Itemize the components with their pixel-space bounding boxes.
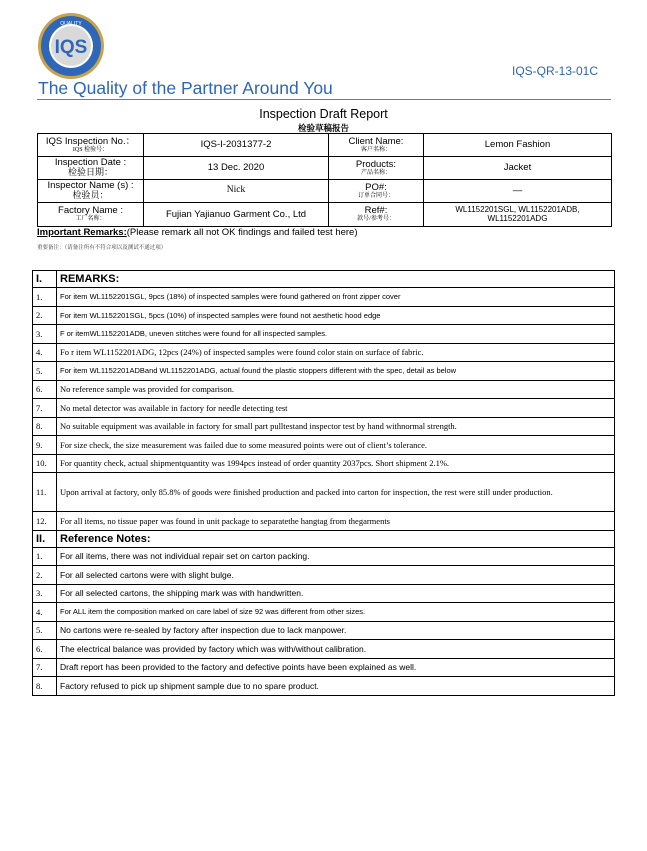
remarks-row: [33, 399, 615, 418]
po-label: PO#: 订单合同号：: [329, 180, 424, 203]
remarks-section-title: REMARKS:: [57, 271, 615, 288]
products-value: Jacket: [424, 157, 612, 180]
remarks-row: [33, 454, 615, 473]
remarks-row: [33, 436, 615, 455]
reference-row: [33, 547, 615, 566]
important-remarks: [37, 227, 358, 238]
header-divider: [37, 99, 611, 100]
important-remarks-label: Important Remarks:: [37, 227, 127, 238]
ref-value: WL1152201SGL, WL1152201ADB, WL1152201ADG: [424, 203, 612, 227]
client-label: Client Name: 客户名称：: [329, 134, 424, 157]
remarks-row-text: Fo r item WL1152201ADG, 12pcs (24%) of inspected samples were found color stain on surface of fabric.: [57, 343, 615, 362]
remarks-section-header: [33, 271, 615, 288]
reference-row: [33, 603, 615, 622]
remarks-row-text: For item WL1152201SGL, 9pcs (18%) of inspected samples were found gathered on front zipper cover: [57, 288, 615, 307]
reference-row-text: For all selected cartons were with slight bulge.: [57, 566, 615, 585]
reference-row-text: For all selected cartons, the shipping mark was with handwritten.: [57, 584, 615, 603]
remarks-row-number: 11.: [33, 473, 57, 512]
reference-section-number: II.: [33, 530, 57, 547]
iqs-logo: [37, 12, 105, 80]
inspector-value: Nick: [144, 180, 329, 203]
reference-row: [33, 640, 615, 659]
logo-text: IQS: [54, 37, 88, 58]
report-subtitle: 检验草稿报告: [297, 123, 349, 133]
reference-row-text: Draft report has been provided to the factory and defective points have been explained as well.: [57, 658, 615, 677]
reference-section-title: Reference Notes:: [57, 530, 615, 547]
inspector-label: Inspector Name (s) : 检验员：: [38, 180, 144, 203]
remarks-row-number: 2.: [33, 306, 57, 325]
tagline: The Quality of the Partner Around You: [38, 78, 333, 98]
document-number: IQS-QR-13-01C: [512, 64, 599, 78]
remarks-row-text: For quantity check, actual shipmentquantity was 1994pcs instead of order quantity 2037pcs. Short shipment 2.1%.: [57, 454, 615, 473]
remarks-row-number: 9.: [33, 436, 57, 455]
remarks-row: [33, 512, 615, 531]
remarks-row-number: 1.: [33, 288, 57, 307]
reference-section-header: [33, 530, 615, 547]
remarks-row: [33, 288, 615, 307]
logo-ring-text: QUALITY: [60, 21, 82, 27]
inspection-info-table: [37, 133, 612, 227]
reference-row-text: No cartons were re-sealed by factory after inspection due to lack manpower.: [57, 621, 615, 640]
remarks-row: [33, 473, 615, 512]
inspection-no-value: IQS-I-2031377-2: [144, 134, 329, 157]
remarks-row: [33, 380, 615, 399]
reference-row-number: 2.: [33, 566, 57, 585]
remarks-row-text: For item WL1152201SGL, 5pcs (10%) of inspected samples were found not aesthetic hood edge: [57, 306, 615, 325]
notes-table: [32, 270, 615, 696]
remarks-row-number: 12.: [33, 512, 57, 531]
reference-row-text: For all items, there was not individual repair set on carton packing.: [57, 547, 615, 566]
remarks-row-text: For all items, no tissue paper was found in unit package to separatethe hangtag from thegarments: [57, 512, 615, 531]
remarks-row-number: 3.: [33, 325, 57, 344]
factory-label: Factory Name : 工厂名称：: [38, 203, 144, 227]
remarks-row: [33, 417, 615, 436]
remarks-row-text: F or itemWL1152201ADB, uneven stitches were found for all inspected samples.: [57, 325, 615, 344]
remarks-row-number: 5.: [33, 362, 57, 381]
remarks-row: [33, 306, 615, 325]
remarks-row-text: No reference sample was provided for comparison.: [57, 380, 615, 399]
remarks-row: [33, 343, 615, 362]
reference-row-text: Factory refused to pick up shipment sample due to no spare product.: [57, 677, 615, 696]
remarks-row: [33, 362, 615, 381]
remarks-row-text: No metal detector was available in factory for needle detecting test: [57, 399, 615, 418]
factory-value: Fujian Yajianuo Garment Co., Ltd: [144, 203, 329, 227]
inspection-date-label: Inspection Date : 检验日期：: [38, 157, 144, 180]
remarks-row-number: 6.: [33, 380, 57, 399]
reference-row-text: The electrical balance was provided by factory which was with/without calibration.: [57, 640, 615, 659]
reference-row: [33, 584, 615, 603]
reference-row-number: 4.: [33, 603, 57, 622]
products-label: Products: 产品名称：: [329, 157, 424, 180]
remarks-row-text: For item WL1152201ADBand WL1152201ADG, actual found the plastic stoppers different with the spec, detail as below: [57, 362, 615, 381]
report-title: Inspection Draft Report: [259, 107, 388, 121]
remarks-row-number: 4.: [33, 343, 57, 362]
inspection-no-label: IQS Inspection No.： IQS 检验号：: [38, 134, 144, 157]
reference-row-number: 3.: [33, 584, 57, 603]
remarks-row-text: For size check, the size measurement was failed due to some measured points were out of client’s tolerance.: [57, 436, 615, 455]
reference-row-number: 8.: [33, 677, 57, 696]
reference-row-number: 1.: [33, 547, 57, 566]
reference-row-number: 5.: [33, 621, 57, 640]
reference-row-number: 6.: [33, 640, 57, 659]
remarks-row-text: No suitable equipment was available in factory for small part pulltestand inspector test by hand withnormal strength.: [57, 417, 615, 436]
reference-row-text: For ALL item the composition marked on care label of size 92 was different from other sizes.: [57, 603, 615, 622]
important-remarks-cn: 重要备注：（请备注所有不符合项以及测试不通过项）: [37, 245, 167, 251]
remarks-row-text: Upon arrival at factory, only 85.8% of goods were finished production and packed into carton for inspection, the rest were still under production.: [57, 473, 615, 512]
remarks-row-number: 7.: [33, 399, 57, 418]
reference-row-number: 7.: [33, 658, 57, 677]
reference-row: [33, 677, 615, 696]
reference-row: [33, 621, 615, 640]
reference-row: [33, 658, 615, 677]
ref-label: Ref#: 款号/参考号：: [329, 203, 424, 227]
remarks-row-number: 8.: [33, 417, 57, 436]
remarks-section-number: I.: [33, 271, 57, 288]
po-value: —: [424, 180, 612, 203]
remarks-row: [33, 325, 615, 344]
client-value: Lemon Fashion: [424, 134, 612, 157]
important-remarks-text: (Please remark all not OK findings and failed test here): [126, 227, 358, 238]
reference-row: [33, 566, 615, 585]
remarks-row-number: 10.: [33, 454, 57, 473]
inspection-date-value: 13 Dec. 2020: [144, 157, 329, 180]
